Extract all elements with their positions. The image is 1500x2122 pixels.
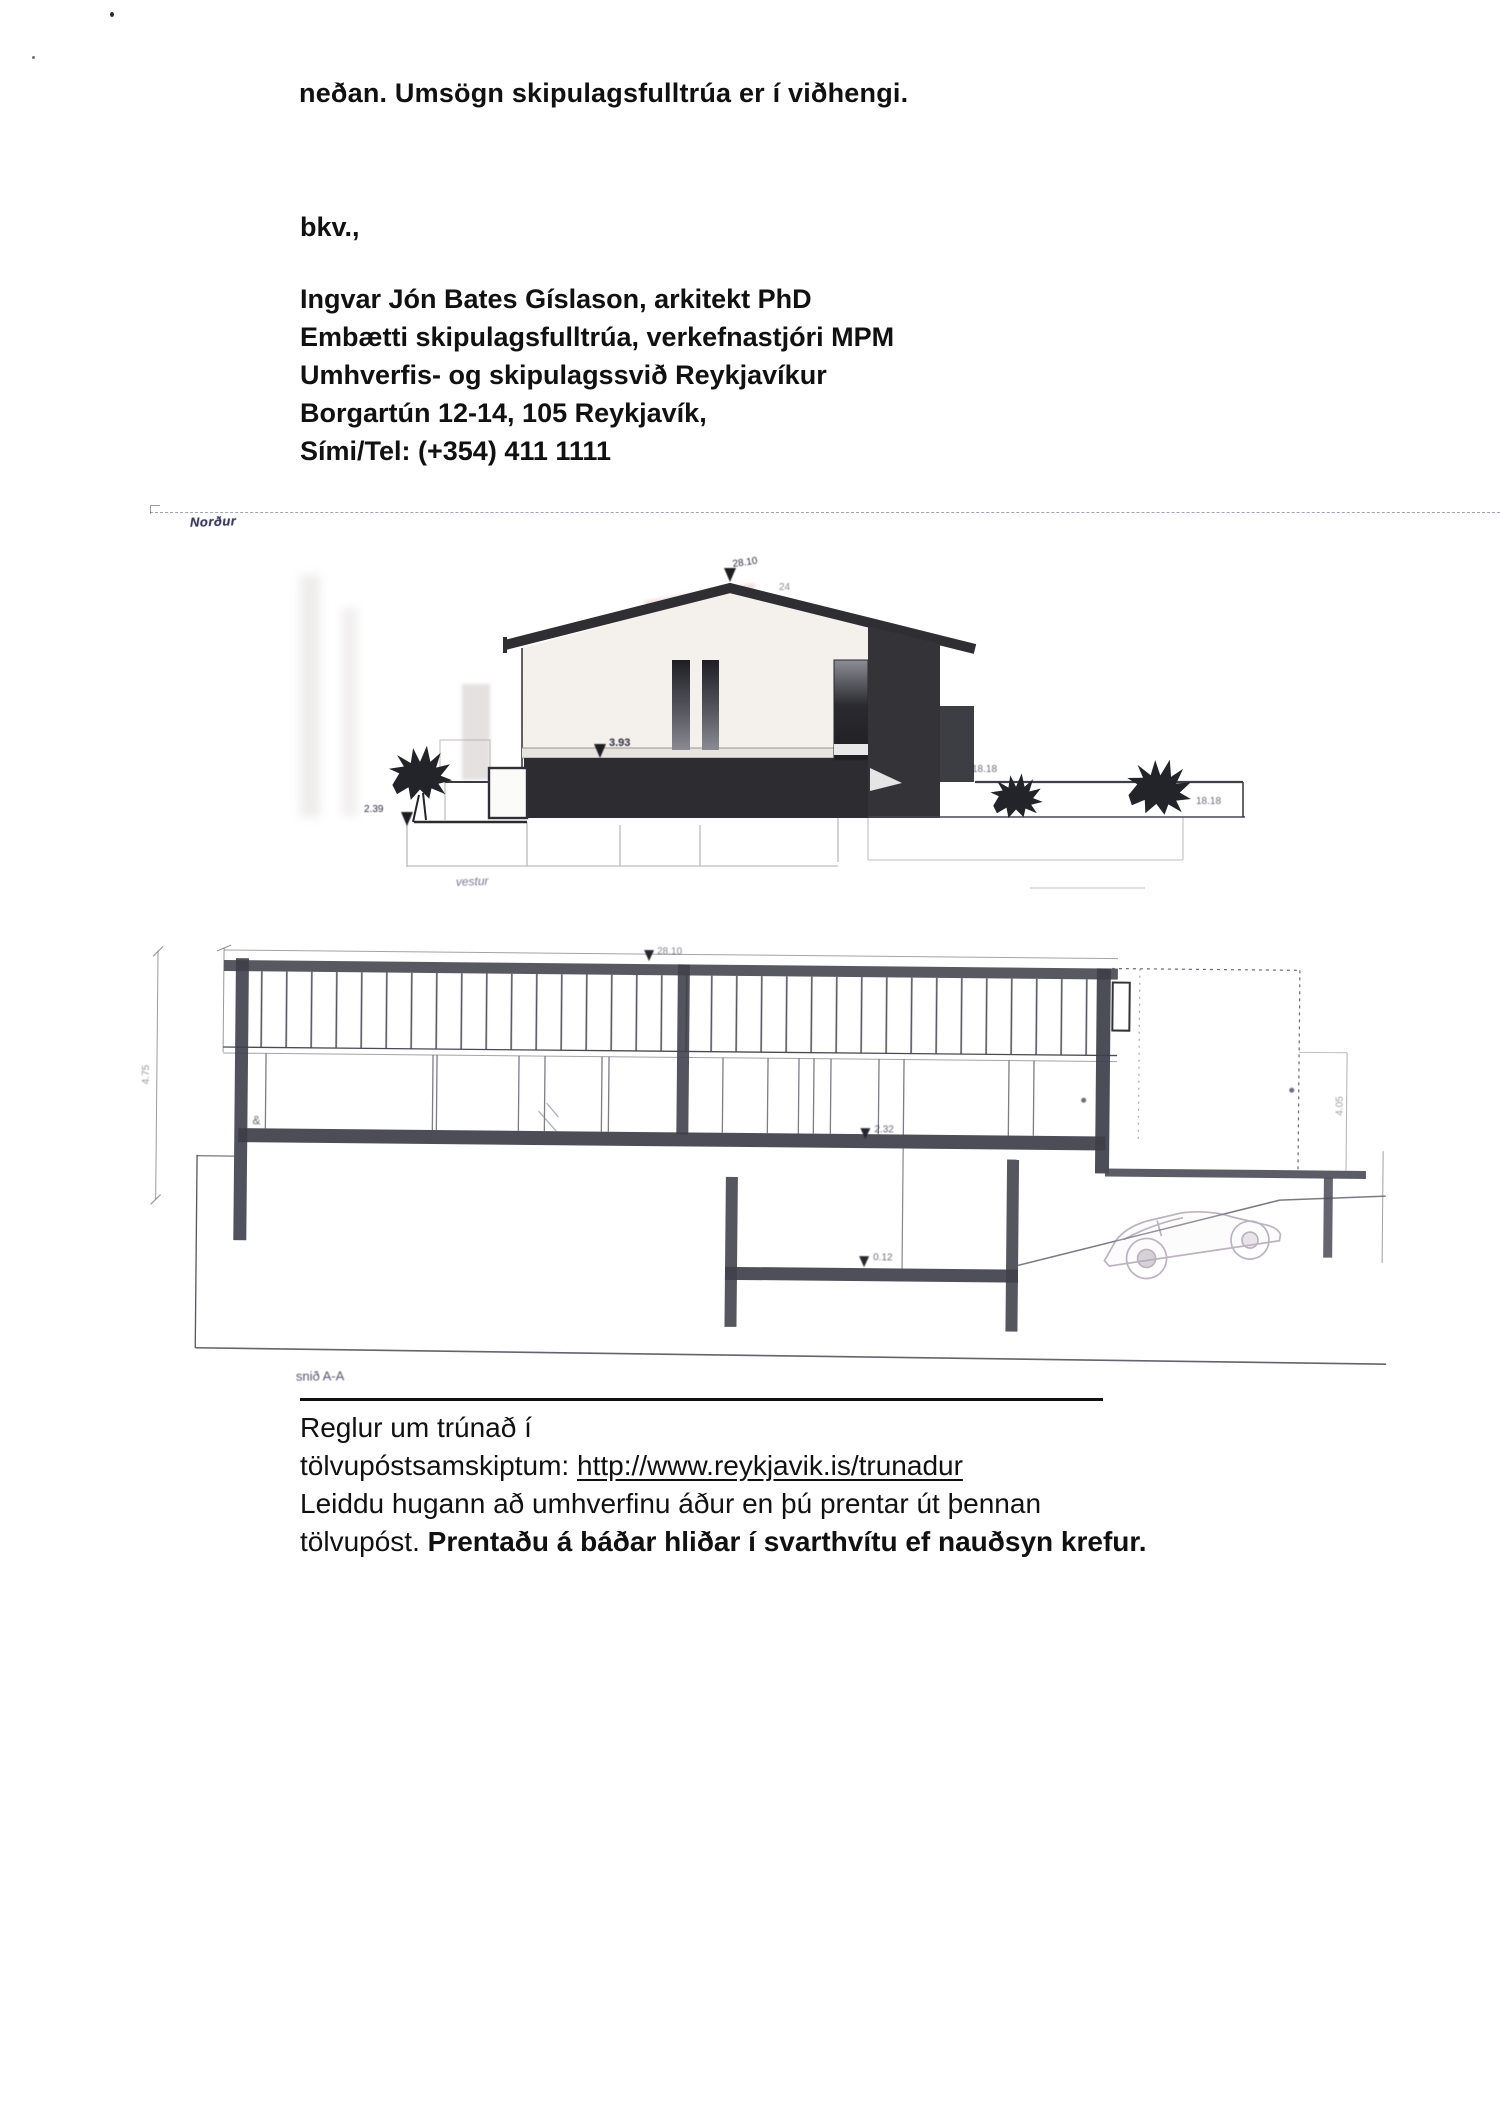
section-ground-line [195,1348,1386,1364]
footer-line-4: tölvupóst. Prentaðu á báðar hliðar í svarthvítu ef nauðsyn krefur. [300,1526,1147,1557]
signature-department-line: Umhverfis- og skipulagssvið Reykjavíkur [300,360,827,390]
main-floor-slab [238,1128,1105,1150]
slit-window-right [702,660,719,750]
building-section-drawing [130,930,1400,1400]
north-annotation: Norður [189,513,237,530]
roof-structure [223,950,1118,1062]
ground-left-marker: 2.39 [364,804,384,815]
right-dimension-text: 4.05 [1334,1096,1346,1116]
floor-height-marker: 3.93 [609,737,631,749]
dotted-outline [1110,969,1300,1174]
footer-divider [300,1398,1103,1401]
footer-line-2: tölvupóstsamskiptum: http://www.reykjavik.is/trunadur [300,1450,963,1481]
peak-height-marker: 28.10 [731,555,759,570]
terrain-dashed-line [150,512,1500,513]
wall-inner-marker: 18.18 [972,764,998,775]
lower-floor-marker: 0.12 [873,1252,893,1264]
terrain-line-tick [150,505,160,514]
roof-level-marker: 28.10 [657,946,683,958]
clipped-top-text: neðan. Umsögn skipulagsfulltrúa er í viðhengi. [299,78,909,108]
wall-right-marker: 18.18 [1196,796,1222,807]
lower-level [195,1142,1019,1356]
signature-address-line: Borgartún 12-14, 105 Reykjavík, [300,398,707,428]
fixture-mark: & [252,1113,261,1128]
scan-speck [110,12,114,17]
salutation: bkv., [300,212,360,242]
right-dark-mass [868,626,974,818]
clipped-top-text-line [299,78,1059,131]
trust-policy-link[interactable]: http://www.reykjavik.is/trunadur [577,1450,963,1481]
signature-phone-line: Sími/Tel: (+354) 411 1111 [300,436,611,466]
footer-line-3: Leiddu hugann að umhverfinu áður en þú prentar út þennan [300,1488,1042,1519]
elevation-caption: vestur [455,873,489,889]
car-outline [1099,1199,1284,1285]
section-caption: snið A-A [295,1368,345,1384]
slit-window-left [672,660,690,750]
upper-floor-marker: 2.32 [874,1124,894,1136]
lower-floor-slab [725,1267,1018,1283]
signature-name-line: Ingvar Jón Bates Gíslason, arkitekt PhD [300,284,812,314]
email-signature-block [300,280,894,470]
ground-floor-dark-band [524,758,868,818]
house-elevation-drawing [130,520,1400,920]
foundation-outline [407,817,1183,888]
peak-side-marker: 24 [779,582,791,593]
scan-speck [32,56,35,59]
footer-line-1: Reglur um trúnað í [300,1412,532,1443]
email-footer-block [300,1398,1147,1561]
signature-title-line: Embætti skipulagsfulltrúa, verkefnastjóri MPM [300,322,895,352]
left-dimension-text: 4.75 [140,1064,152,1085]
